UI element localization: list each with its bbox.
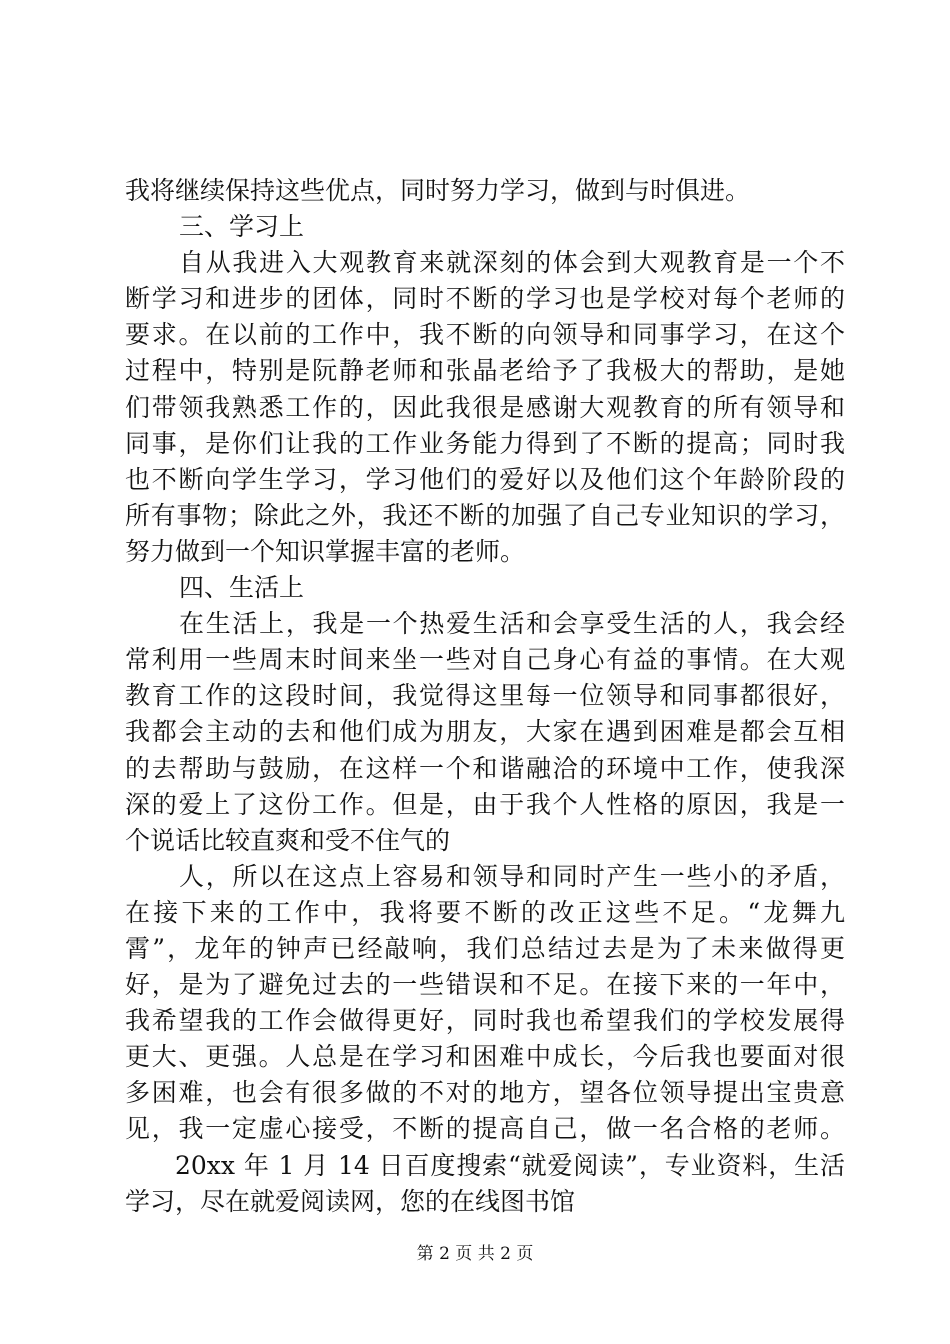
text-line: 四、生活上 [179, 573, 305, 603]
text-line: 自从我进入大观教育来就深刻的体会到大观教育是一个不 [179, 248, 845, 278]
text-line: 断学习和进步的团体，同时不断的学习也是学校对每个老师的 [125, 284, 845, 314]
text-line: 常利用一些周末时间来坐一些对自己身心有益的事情。在大观 [125, 645, 845, 675]
text-line: 同事，是你们让我的工作业务能力得到了不断的提高；同时我 [125, 428, 845, 458]
text-line: 三、学习上 [179, 212, 305, 242]
text-line: 个说话比较直爽和受不住气的 [125, 825, 451, 855]
text-line: 20xx 年 1 月 14 日百度搜索“就爱阅读”，专业资料，生活 [175, 1150, 845, 1180]
text-line: 我将继续保持这些优点，同时努力学习，做到与时俱进。 [125, 176, 751, 205]
text-line: 在接下来的工作中，我将要不断的改正这些不足。“龙舞九 [125, 897, 845, 927]
document-body [125, 173, 845, 1220]
page-footer: 第 2 页 共 2 页 [416, 1244, 534, 1264]
text-line: 多困难，也会有很多做的不对的地方，望各位领导提出宝贵意 [125, 1078, 845, 1108]
text-line: 更大、更强。人总是在学习和困难中成长，今后我也要面对很 [125, 1042, 845, 1072]
text-line: 霄”，龙年的钟声已经敲响，我们总结过去是为了未来做得更 [125, 933, 845, 963]
text-line: 深的爱上了这份工作。但是，由于我个人性格的原因，我是一 [125, 789, 845, 819]
text-line: 所有事物；除此之外，我还不断的加强了自己专业知识的学习， [125, 500, 845, 530]
text-line: 我希望我的工作会做得更好，同时我也希望我们的学校发展得 [125, 1006, 845, 1036]
text-line: 我都会主动的去和他们成为朋友，大家在遇到困难是都会互相 [125, 717, 845, 747]
text-line: 见，我一定虚心接受，不断的提高自己，做一名合格的老师。 [125, 1114, 845, 1144]
text-line: 努力做到一个知识掌握丰富的老师。 [125, 536, 526, 566]
text-line: 要求。在以前的工作中，我不断的向领导和同事学习，在这个 [125, 320, 845, 350]
text-line: 们带领我熟悉工作的，因此我很是感谢大观教育的所有领导和 [125, 392, 845, 422]
text-line: 人，所以在这点上容易和领导和同时产生一些小的矛盾， [179, 861, 845, 891]
text-line: 好，是为了避免过去的一些错误和不足。在接下来的一年中， [125, 970, 845, 1000]
text-line: 过程中，特别是阮静老师和张晶老给予了我极大的帮助，是她 [125, 356, 845, 386]
text-line: 的去帮助与鼓励，在这样一个和谐融洽的环境中工作，使我深 [125, 753, 845, 783]
text-line: 教育工作的这段时间，我觉得这里每一位领导和同事都很好， [125, 681, 845, 711]
text-line: 也不断向学生学习，学习他们的爱好以及他们这个年龄阶段的 [125, 464, 845, 494]
text-line: 在生活上，我是一个热爱生活和会享受生活的人，我会经 [179, 609, 845, 639]
text-line: 学习，尽在就爱阅读网，您的在线图书馆 [125, 1186, 576, 1216]
